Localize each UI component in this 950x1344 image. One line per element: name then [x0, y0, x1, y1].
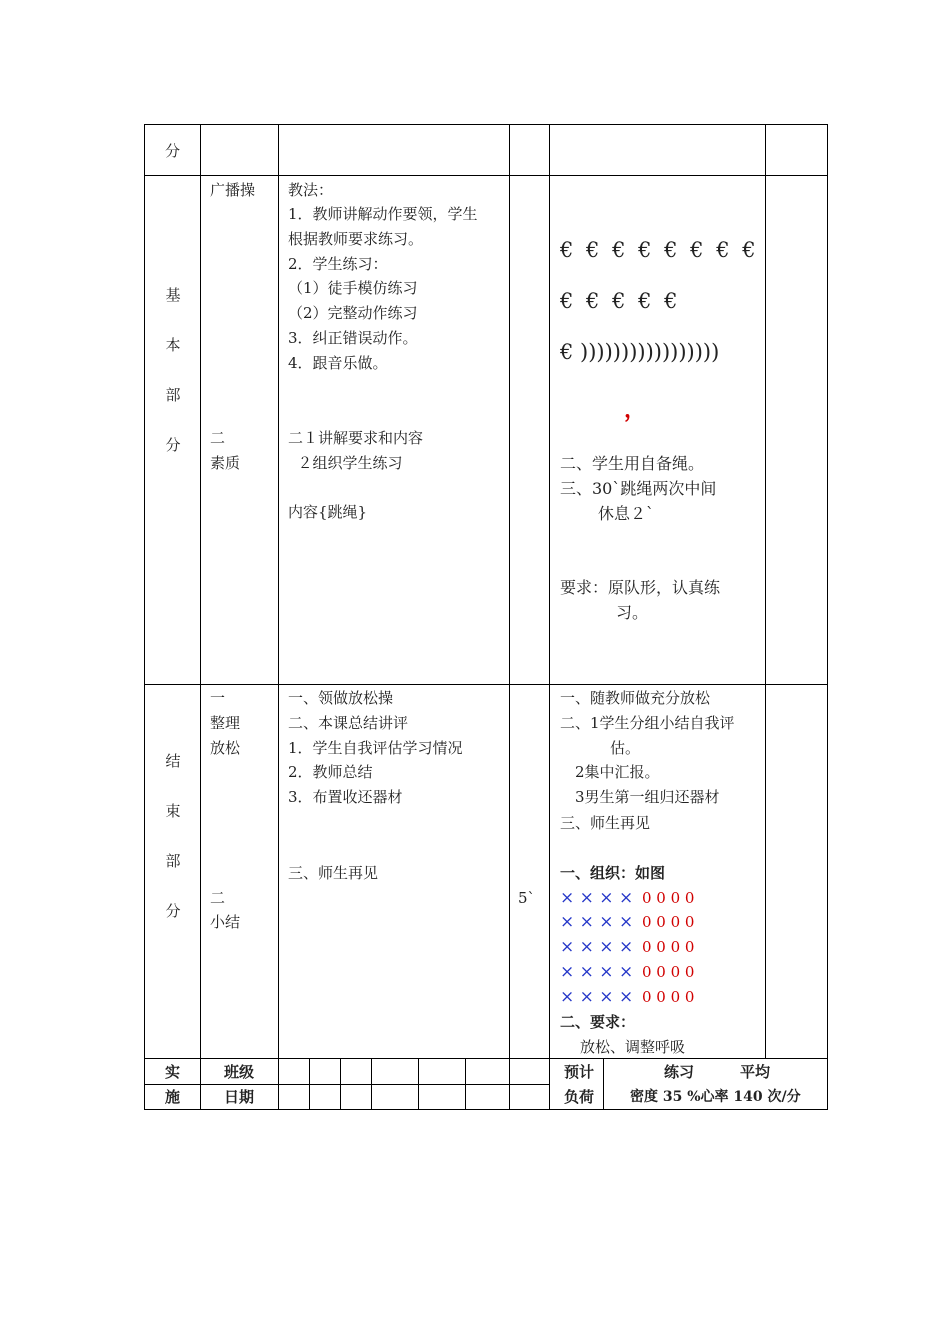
ending-content-line: 整理	[210, 714, 241, 732]
footer-estimate-1: 预计	[564, 1063, 595, 1081]
ending-org-line: 二、1学生分组小结自我评	[560, 714, 735, 732]
ending-section-char-2: 束	[165, 802, 181, 820]
vline-c5	[765, 124, 766, 1059]
basic-section-char-1: 基	[165, 286, 181, 304]
org-line: 二、学生用自备绳。	[560, 454, 705, 473]
vline-f3	[371, 1058, 372, 1110]
org-requirements-title: 二、要求：	[560, 1013, 636, 1031]
basic-section-char-4: 分	[165, 436, 181, 454]
formation-comma-mark: ，	[624, 397, 647, 423]
footer-estimate-2: 负荷	[564, 1088, 595, 1106]
vline-f2	[340, 1058, 341, 1110]
formation-euro-row-3: € )))))))))))))))))	[560, 340, 720, 364]
formation-x-row: × × × ×	[560, 962, 634, 982]
ending-method-line: 1．学生自我评估学习情况	[288, 739, 463, 757]
content-broadcast-exercise: 广播操	[210, 181, 256, 199]
org-line: 休息２`	[598, 504, 655, 523]
ending-content-line: 小结	[210, 913, 241, 931]
ending-method-line: 二、本课总结讲评	[288, 714, 409, 732]
method-line: 2．学生练习：	[288, 255, 388, 273]
content-item2-num: 二	[210, 429, 226, 447]
formation-o-row: 0 0 0 0	[642, 988, 695, 1006]
org-requirements-text: 放松、调整呼吸	[580, 1038, 686, 1056]
footer-class-label: 班级	[224, 1063, 255, 1081]
formation-o-row: 0 0 0 0	[642, 913, 695, 931]
formation-x-row: × × × ×	[560, 912, 634, 932]
footer-average: 平均	[740, 1063, 771, 1081]
hline-row3	[144, 1058, 828, 1059]
ending-method-line: 三、师生再见	[288, 864, 379, 882]
org-line: 要求：原队形，认真练	[560, 578, 721, 597]
ending-method-line: 3．布置收还器材	[288, 788, 403, 806]
ending-content-line: 放松	[210, 739, 241, 757]
org-line: 三、30`跳绳两次中间	[560, 479, 717, 498]
method-line: 3．纠正错误动作。	[288, 329, 418, 347]
ending-section-char-3: 部	[165, 852, 181, 870]
ending-org-line: 三、师生再见	[560, 814, 651, 832]
formation-x-row: × × × ×	[560, 987, 634, 1007]
vline-c2	[278, 124, 279, 1110]
method-line: ２组织学生练习	[288, 454, 403, 472]
ending-method-line: 2．教师总结	[288, 763, 373, 781]
ending-section-char-4: 分	[165, 902, 181, 920]
method-line: 根据教师要求练习。	[288, 230, 424, 248]
ending-content-line: 一	[210, 689, 226, 707]
vline-c1	[200, 124, 201, 1110]
vline-f1	[309, 1058, 310, 1110]
ending-time: 5`	[518, 889, 536, 907]
ending-org-line: 估。	[610, 739, 641, 757]
vline-left	[144, 124, 145, 1110]
formation-o-row: 0 0 0 0	[642, 963, 695, 981]
content-item2-name: 素质	[210, 454, 241, 472]
ending-section-char-1: 结	[165, 752, 181, 770]
footer-impl-char-2: 施	[165, 1088, 181, 1106]
org-formation-title: 一、组织：如图	[560, 864, 666, 882]
footer-impl-char-1: 实	[165, 1063, 181, 1081]
formation-o-row: 0 0 0 0	[642, 938, 695, 956]
hline-row1	[144, 175, 828, 176]
formation-x-row: × × × ×	[560, 937, 634, 957]
method-line: 内容{跳绳}	[288, 503, 368, 521]
method-line: 二１讲解要求和内容	[288, 429, 424, 447]
org-line: 习。	[616, 603, 649, 622]
row0-section-char: 分	[165, 142, 181, 160]
ending-org-line: 一、随教师做充分放松	[560, 689, 711, 707]
method-line: 4．跟音乐做。	[288, 354, 388, 372]
vline-f6	[603, 1058, 604, 1110]
method-line: （1）徒手模仿练习	[288, 279, 418, 297]
method-line: （2）完整动作练习	[288, 304, 418, 322]
vline-c4	[549, 124, 550, 1110]
vline-f5	[465, 1058, 466, 1110]
hline-top	[144, 124, 828, 125]
basic-section-char-3: 部	[165, 386, 181, 404]
ending-method-line: 一、领做放松操	[288, 689, 394, 707]
ending-org-line: 2集中汇报。	[575, 763, 660, 781]
formation-o-row: 0 0 0 0	[642, 889, 695, 907]
footer-density: 密度 35 %心率 140 次/分	[630, 1089, 801, 1105]
basic-section-char-2: 本	[165, 336, 181, 354]
footer-date-label: 日期	[224, 1088, 255, 1106]
hline-row2	[144, 684, 828, 685]
method-line: 教法：	[288, 181, 334, 199]
vline-f4	[418, 1058, 419, 1110]
formation-x-row: × × × ×	[560, 888, 634, 908]
footer-practice: 练习	[664, 1063, 695, 1081]
formation-euro-row-1: € € € € € € € €	[560, 238, 759, 262]
formation-euro-row-2: € € € € €	[560, 289, 681, 313]
method-line: 1．教师讲解动作要领，学生	[288, 205, 478, 223]
vline-right	[827, 124, 828, 1110]
hline-mid-footer	[144, 1084, 550, 1085]
ending-content-line: 二	[210, 889, 226, 907]
ending-org-line: 3男生第一组归还器材	[575, 788, 720, 806]
vline-c3	[509, 124, 510, 1110]
